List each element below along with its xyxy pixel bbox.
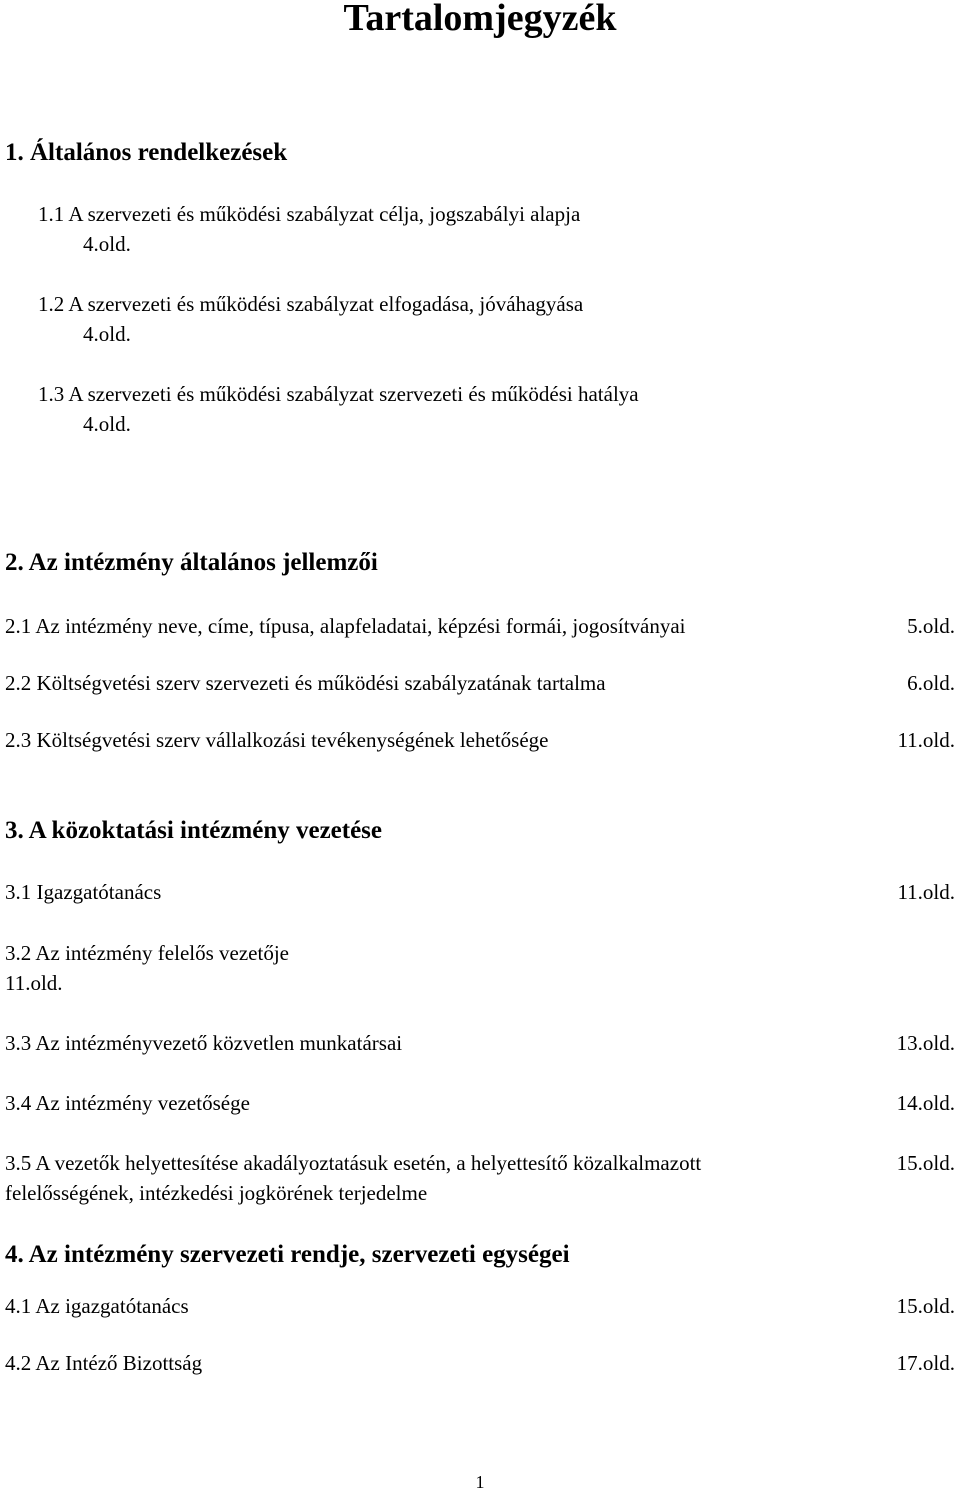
toc-entry-text: 1.2 A szervezeti és működési szabályzat elfogadása, jóváhagyása (38, 292, 584, 316)
section-heading: 3. A közoktatási intézmény vezetése (5, 817, 383, 844)
document-title: Tartalomjegyzék (343, 0, 617, 39)
section-heading: 1. Általános rendelkezések (5, 139, 288, 166)
toc-entry-text: 3.1 Igazgatótanács (5, 880, 162, 904)
toc-entry-text-continued: felelősségének, intézkedési jogkörének terjedelme (5, 1181, 428, 1205)
toc-entry-text: 3.3 Az intézményvezető közvetlen munkatársai (5, 1031, 403, 1055)
toc-entry-page: 4.old. (83, 232, 131, 256)
toc-entry-page: 15.old. (896, 1294, 955, 1318)
toc-entry-text: 2.2 Költségvetési szerv szervezeti és működési szabályzatának tartalma (5, 671, 606, 695)
toc-entry-text: 2.1 Az intézmény neve, címe, típusa, alapfeladatai, képzési formái, jogosítványai (5, 614, 686, 638)
toc-entry-page: 13.old. (896, 1031, 955, 1055)
toc-entry-page: 11.old. (5, 971, 63, 995)
section-heading: 4. Az intézmény szervezeti rendje, szervezeti egységei (5, 1241, 570, 1268)
toc-entry-text: 3.5 A vezetők helyettesítése akadályoztatásuk esetén, a helyettesítő közalkalmazott (5, 1151, 702, 1175)
toc-entry-text: 1.1 A szervezeti és működési szabályzat célja, jogszabályi alapja (38, 202, 581, 226)
toc-entry-page: 11.old. (897, 728, 955, 752)
toc-entry-text: 1.3 A szervezeti és működési szabályzat szervezeti és működési hatálya (38, 382, 639, 406)
toc-entry-text: 4.1 Az igazgatótanács (5, 1294, 189, 1318)
toc-entry-text: 2.3 Költségvetési szerv vállalkozási tevékenységének lehetősége (5, 728, 549, 752)
toc-entry-page: 17.old. (896, 1351, 955, 1375)
toc-entry-text: 4.2 Az Intéző Bizottság (5, 1351, 203, 1375)
section-heading: 2. Az intézmény általános jellemzői (5, 549, 378, 576)
page-number: 1 (475, 1472, 485, 1492)
toc-entry-text: 3.4 Az intézmény vezetősége (5, 1091, 250, 1115)
toc-entry-page: 15.old. (896, 1151, 955, 1175)
toc-entry-text: 3.2 Az intézmény felelős vezetője (5, 941, 289, 965)
toc-entry-page: 4.old. (83, 322, 131, 346)
toc-entry-page: 11.old. (897, 880, 955, 904)
toc-entry-page: 5.old. (907, 614, 955, 638)
toc-entry-page: 6.old. (907, 671, 955, 695)
toc-entry-page: 14.old. (896, 1091, 955, 1115)
toc-entry-page: 4.old. (83, 412, 131, 436)
